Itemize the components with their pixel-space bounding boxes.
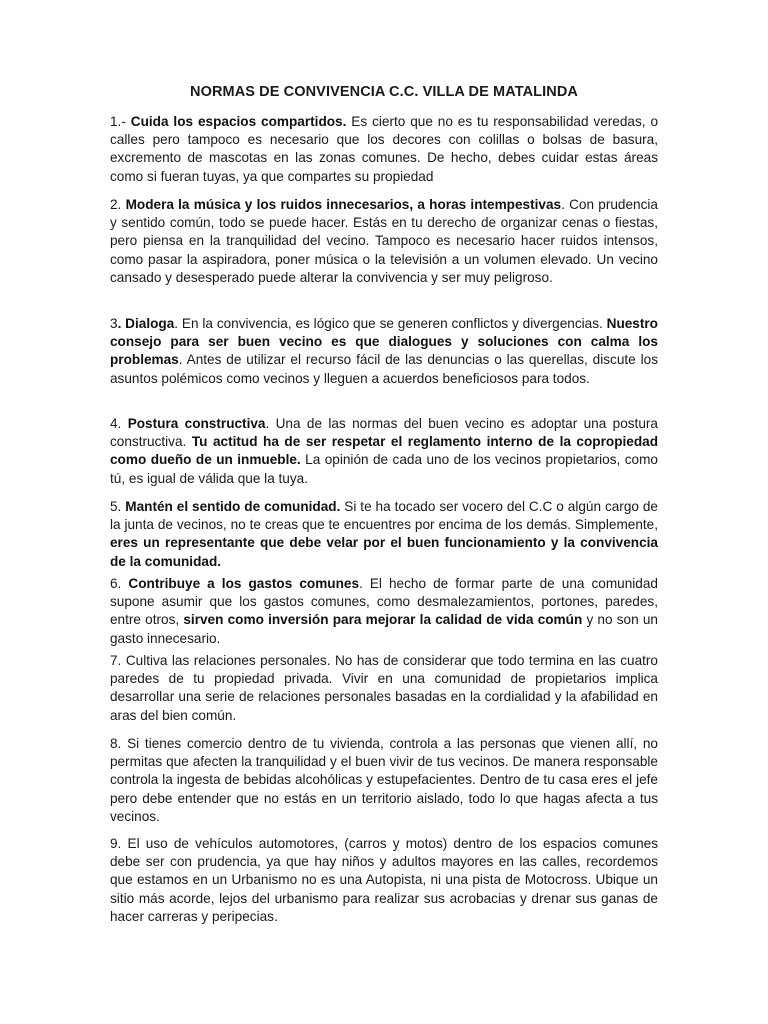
rule-text: 1.-	[110, 114, 131, 129]
rule-heading: Postura constructiva	[127, 416, 266, 431]
rule-text: 5.	[110, 499, 126, 514]
rule-heading: Contribuye a los gastos comunes	[128, 576, 360, 591]
rule-text: 4.	[110, 416, 128, 431]
rule-heading: Mantén el sentido de comunidad.	[125, 499, 341, 514]
rule-text: 3	[110, 316, 118, 331]
rule-text: Es cierto que no es tu responsabilidad veredas, o calles pero tampoco es necesario que los decores con colillas o bolsas de basura, excremento de mascotas en las zonas comunes. De hecho, debes cuidar estas áreas como si fueran tuyas, ya que compartes su propiedad	[110, 114, 658, 184]
rule-heading: Cuida los espacios compartidos.	[130, 114, 347, 129]
rule-paragraph	[110, 113, 658, 186]
rule-paragraph	[110, 652, 658, 725]
rule-text: . En la convivencia, es lógico que se generen conflictos y divergencias.	[174, 316, 607, 331]
rule-text: 6.	[110, 576, 129, 591]
rule-paragraph	[110, 498, 658, 571]
rule-highlight: Nuestro consejo para ser buen vecino es que dialogues y soluciones con calma los problemas	[110, 316, 658, 368]
rule-text: 9. El uso de vehículos automotores, (carros y motos) dentro de los espacios comunes debe ser con prudencia, ya que hay niños y adultos mayores en las calles, recordemos que estamos en un Urbanismo no es una Autopista, ni una pista de Motocross. Ubique un sitio más acorde, lejos del urbanismo para realizar sus acrobacias y drenar sus ganas de hacer carreras y peripecias.	[110, 836, 658, 924]
document-title: NORMAS DE CONVIVENCIA C.C. VILLA DE MATALINDA	[190, 84, 578, 100]
rule-paragraph	[110, 835, 658, 926]
rule-heading: . Dialoga	[117, 316, 175, 331]
rule-text: . Una de las normas del buen vecino es adoptar una postura constructiva.	[110, 416, 658, 450]
rule-highlight: sirven como inversión para mejorar la calidad de vida común	[183, 612, 583, 628]
rule-paragraph	[110, 196, 658, 287]
rule-text: . Con prudencia y sentido común, todo se puede hacer. Estás en tu derecho de organizar cenas o fiestas, pero piensa en la tranquilidad del vecino. Tampoco es necesario hacer ruidos intensos, como pasar la aspiradora, poner música o la televisión a un volumen elevado. Un vecino cansado y desesperado puede alterar la convivencia y ser muy peligroso.	[110, 197, 658, 285]
rule-highlight: eres un representante que debe velar por el buen funcionamiento y la convivencia de la comunidad.	[110, 535, 658, 569]
rule-text: Si te ha tocado ser vocero del C.C o algún cargo de la junta de vecinos, no te creas que te encuentres por encima de los demás. Simplemente,	[110, 499, 658, 533]
rule-paragraph	[110, 415, 658, 488]
rule-text: 2.	[110, 197, 126, 212]
rule-paragraph	[110, 735, 658, 826]
rule-heading: Modera la música y los ruidos innecesarios, a horas intempestivas	[125, 197, 562, 212]
rule-text: . Antes de utilizar el recurso fácil de las denuncias o las querellas, discute los asuntos polémicos como vecinos y lleguen a acuerdos beneficiosos para todos.	[110, 352, 658, 386]
rule-text: y no son un gasto innecesario.	[110, 612, 658, 646]
rule-text: 8. Si tienes comercio dentro de tu vivienda, controla a las personas que vienen allí, no permitas que afecten la tranquilidad y el buen vivir de tus vecinos. De manera responsable controla la ingesta de bebidas alcohólicas y estupefacientes. Dentro de tu casa eres el jefe pero debe entender que no estás en un territorio aislado, todo lo que hagas afecta a tus vecinos.	[110, 736, 658, 824]
rule-text: La opinión de cada uno de los vecinos propietarios, como tú, es igual de válida que la tuya.	[110, 452, 658, 486]
rule-paragraph	[110, 315, 658, 388]
rule-text: . El hecho de formar parte de una comunidad supone asumir que los gastos comunes, como desmalezamientos, portones, paredes, entre otros,	[110, 576, 658, 628]
rule-highlight: Tu actitud ha de ser respetar el reglamento interno de la copropiedad como dueño de un inmueble.	[110, 434, 658, 468]
rule-paragraph	[110, 575, 658, 648]
rule-text: 7. Cultiva las relaciones personales. No has de considerar que todo termina en las cuatro paredes de tu propiedad privada. Vivir en una comunidad de propietarios implica desarrollar una serie de relaciones personales basadas en la cordialidad y la afabilidad en aras del bien común.	[110, 653, 658, 723]
